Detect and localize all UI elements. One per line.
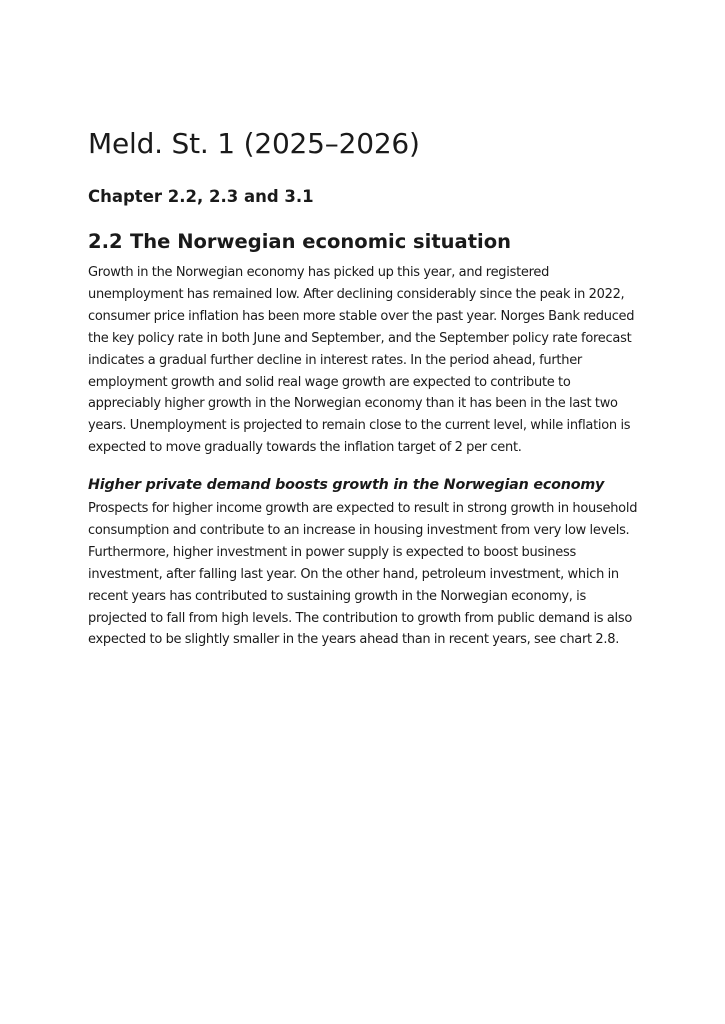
document-title: Meld. St. 1 (2025–2026) — [88, 127, 420, 160]
subsection-paragraph: Prospects for higher income growth are expected to result in strong growth in household consumption and contribute to an increase in housing investment from very low levels. Furthermore, higher investment in power supply is expected to boost business investment, after falling last year. On the other hand, petroleum investment, which in recent years has contributed to sustaining growth in the Norwegian economy, is projected to fall from high levels. The contribution to growth from public demand is also expected to be slightly smaller in the years ahead than in recent years, see chart 2.8. — [88, 501, 638, 648]
section-number: 2.2 — [88, 230, 123, 253]
section-paragraph: Growth in the Norwegian economy has picked up this year, and registered unemployment has remained low. After declining considerably since the peak in 2022, consumer price inflation has been more stable over the past year. Norges Bank reduced the key policy rate in both June and September, and the September policy rate forecast indicates a gradual further decline in interest rates. In the period ahead, further employment growth and solid real wage growth are expected to contribute to appreciably higher growth in the Norwegian economy than it has been in the last two years. Unemployment is projected to remain close to the current level, while inflation is expected to move gradually towards the inflation target of 2 per cent. — [88, 265, 635, 456]
section-title: The Norwegian economic situation — [130, 230, 511, 253]
subsection-heading: Higher private demand boosts growth in the Norwegian economy — [88, 477, 605, 493]
document-subtitle: Chapter 2.2, 2.3 and 3.1 — [88, 187, 314, 206]
section-heading — [88, 229, 511, 255]
